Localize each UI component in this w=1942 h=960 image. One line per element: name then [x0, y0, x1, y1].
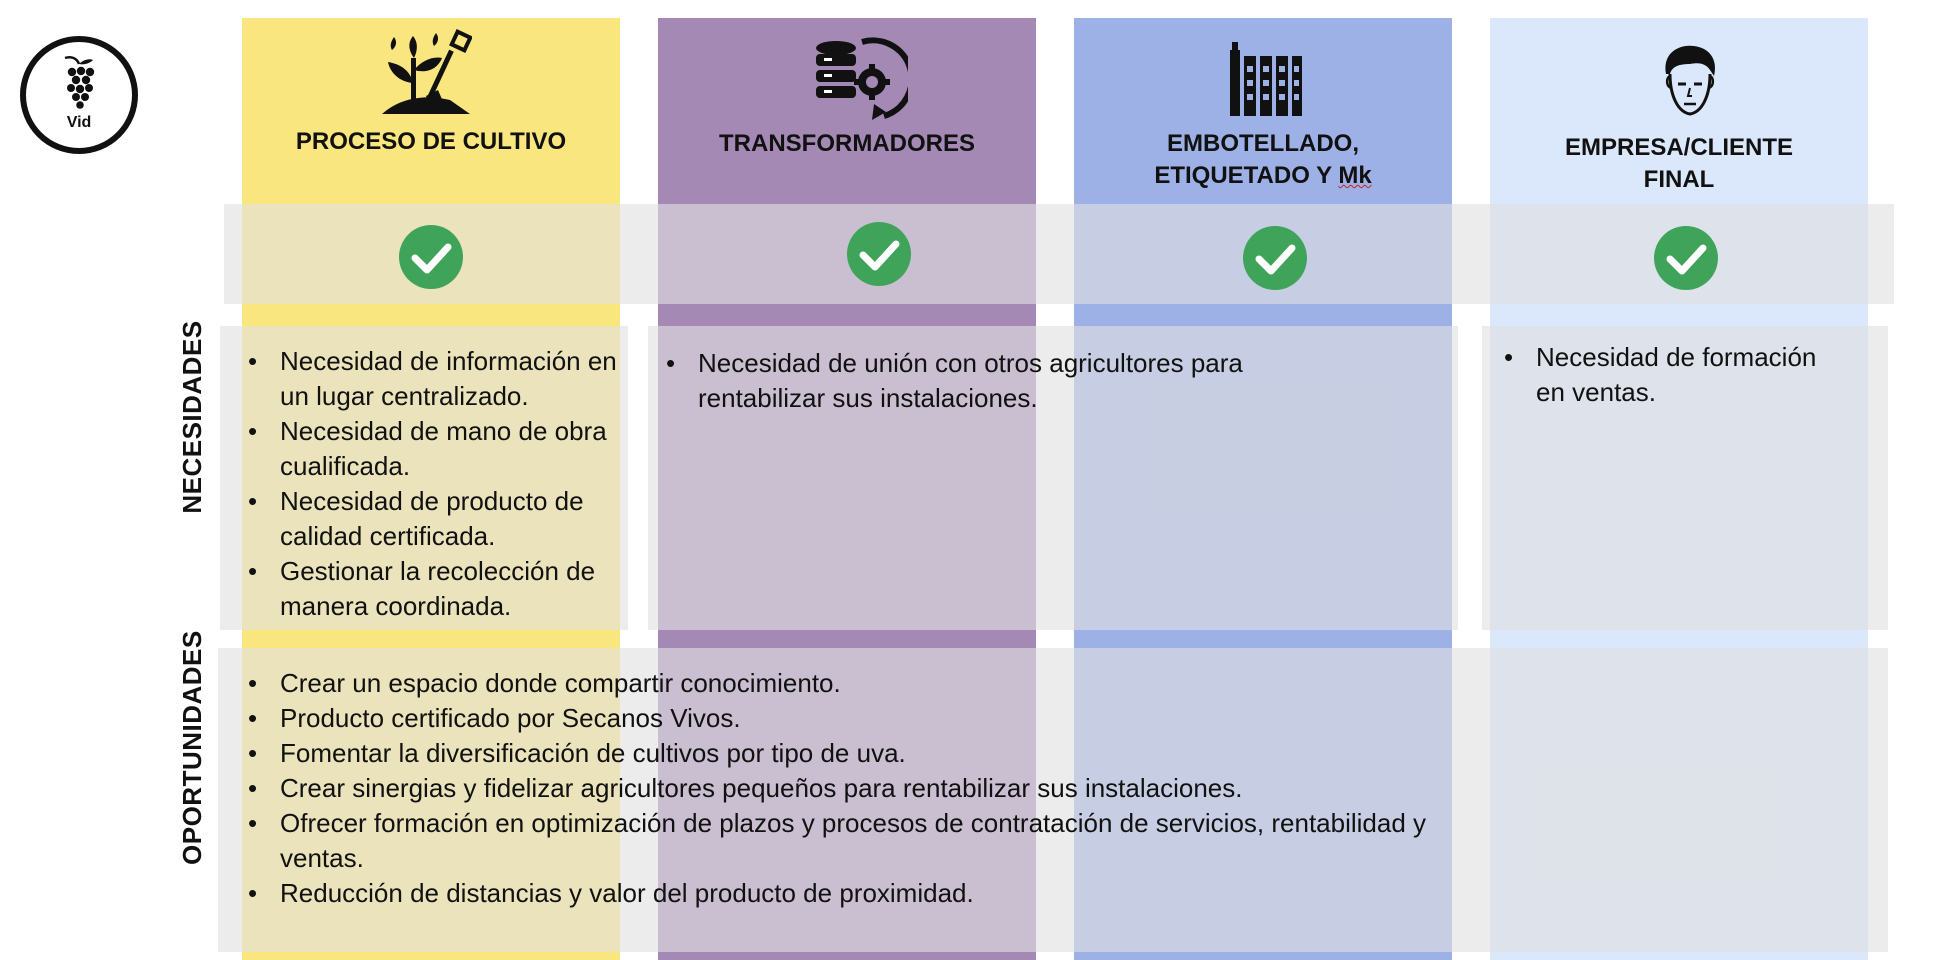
database-gear-icon	[812, 36, 908, 124]
column-title-embotellado-line1: EMBOTELLADO,	[1167, 130, 1359, 157]
list-item: • Crear sinergias y fidelizar agricultores pequeños para rentabilizar sus instalaciones.	[244, 771, 1516, 806]
logo-label: Vid	[66, 114, 92, 131]
necesidades-list-cultivo	[244, 344, 624, 624]
necesidades-list-transformadores	[662, 346, 1322, 416]
list-item: • Crear un espacio donde compartir conocimiento.	[244, 666, 1516, 701]
list-item: • Necesidad de producto de calidad certificada.	[244, 484, 624, 554]
list-item: • Necesidad de formación en ventas.	[1500, 340, 1840, 410]
column-title-embotellado-line2a: ETIQUETADO Y	[1154, 162, 1339, 189]
column-title-empresa-cliente-line2: FINAL	[1643, 166, 1715, 193]
oportunidades-list	[244, 666, 1516, 911]
list-item: • Necesidad de mano de obra cualificada.	[244, 414, 624, 484]
list-item: • Producto certificado por Secanos Vivos.	[244, 701, 1516, 736]
column-title-empresa-cliente-line1: EMPRESA/CLIENTE	[1564, 134, 1794, 161]
check-icon	[1243, 226, 1307, 290]
list-item: • Reducción de distancias y valor del producto de proximidad.	[244, 876, 1516, 911]
section-label-oportunidades: OPORTUNIDADES	[177, 630, 207, 865]
list-item: • Gestionar la recolección de manera coordinada.	[244, 554, 624, 624]
vid-logo	[20, 36, 138, 154]
check-row-band	[224, 204, 1894, 304]
bottles-icon	[1228, 40, 1304, 116]
check-icon	[847, 222, 911, 286]
list-item: • Fomentar la diversificación de cultivos por tipo de uva.	[244, 736, 1516, 771]
check-icon	[1654, 226, 1718, 290]
column-title-embotellado-line2	[1074, 160, 1452, 192]
column-title-transformadores: TRANSFORMADORES	[719, 130, 975, 157]
check-icon	[399, 225, 463, 289]
person-face-icon	[1660, 44, 1720, 122]
list-item: • Ofrecer formación en optimización de plazos y procesos de contratación de servicios, rentabilidad y ventas.	[244, 806, 1516, 876]
column-title-embotellado-mk: Mk	[1338, 162, 1372, 189]
grape-vine-icon	[59, 52, 99, 112]
list-item: • Necesidad de unión con otros agricultores para rentabilizar sus instalaciones.	[662, 346, 1322, 416]
necesidades-list-empresa	[1500, 340, 1840, 410]
list-item: • Necesidad de información en un lugar centralizado.	[244, 344, 624, 414]
section-label-necesidades: NECESIDADES	[177, 320, 207, 514]
column-title-embotellado	[1074, 128, 1452, 192]
column-title-proceso-de-cultivo: PROCESO DE CULTIVO	[295, 128, 567, 155]
plant-shovel-icon	[380, 28, 472, 118]
column-title-empresa-cliente	[1490, 132, 1868, 196]
